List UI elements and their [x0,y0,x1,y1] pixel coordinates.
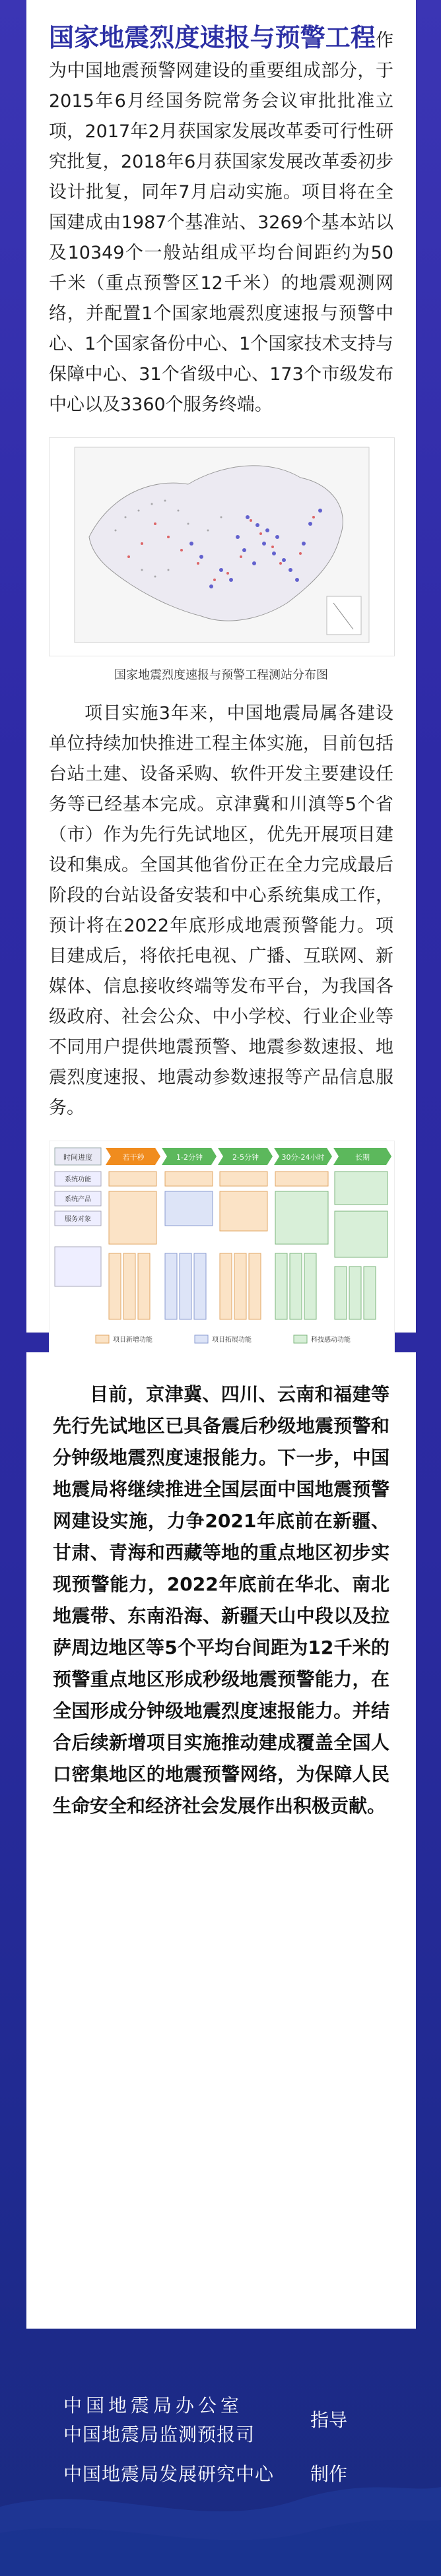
credit-org-3: 中国地震局发展研究中心 [63,2463,275,2485]
diagram-stage-3: 2-5分钟 [232,1153,259,1162]
map-caption: 国家地震烈度速报与预警工程测站分布图 [114,668,328,682]
row-label-2: 系统产品 [65,1196,91,1203]
diagram-illustration [50,1141,394,1359]
intro-body: 作为中国地震预警网建设的重要组成部分，于2015年6月经国务院常务会议审批批准立项，2017年2月获国家发展改革委可行性研究批复，2018年6月获国家发展改革委初步设计批复，同年7月启动实施。项目将在全国建成由1987个基准站、3269个基本站以及10349个一般站组成平均台间距约为50千米（重点预警区12千米）的地震观测网络，并配置1个国家地震烈度速报与预警中心、1个国家备份中心、1个国家技术支持与保障中心、31个省级中心、173个市级发布中心以及3360个服务终端。 [49,30,393,415]
outlook-paragraph: 目前，京津冀、四川、云南和福建等先行先试地区已具备震后秒级地震预警和分钟级地震烈度速报能力。下一步，中国地震局将继续推进全国层面中国地震预警网建设实施，力争2021年底前在新疆、甘肃、青海和西藏等地的重点地区初步实现预警能力，2022年底前在华北、南北地震带、东南沿海、新疆天山中段以及拉萨周边地区等5个平均台间距为12千米的预警重点地区形成秒级地震预警能力，在全国形成分钟级地震烈度速报能力。并结合后续新增项目实施推动建成覆盖全国人口密集地区的地震预警网络，为保障人民生命安全和经济社会发展作出积极贡献。 [53,1383,390,1817]
function-target-diagram [49,1141,395,1360]
diagram-stage-4: 30分-24小时 [281,1153,325,1162]
intro-card [26,0,416,1344]
progress-paragraph: 项目实施3年来，中国地震局属各建设单位持续加快推进工程主体实施，目前包括台站土建、设备采购、软件开发主要建设任务等已经基本完成。京津冀和川滇等5个省（市）作为先行先试地区，优先开展项目建设和集成。全国其他省份正在全力完成最后阶段的台站设备安装和中心系统集成工作，预计将在2022年底形成地震预警能力。项目建成后，将依托电视、广播、互联网、新媒体、信息接收终端等发布平台，为我国各级政府、社会公众、中小学校、行业企业等不同用户提供地震预警、地震参数速报、地震烈度速报、地震动参数速报等产品信息服务。 [49,703,393,1118]
station-distribution-map [49,437,395,656]
intro-paragraph [49,22,393,420]
diagram-stage-5: 长期 [355,1153,370,1162]
diagram-stage-2: 1-2分钟 [176,1153,203,1162]
legend-3: 科技感动功能 [311,1336,351,1344]
project-title: 国家地震烈度速报与预警工程 [49,23,376,52]
diagram-label-time: 时间进度 [63,1153,92,1162]
credit-guide-label: 指导 [310,2409,348,2431]
legend-1: 项目新增功能 [113,1336,153,1344]
row-label-1: 系统功能 [65,1176,91,1183]
row-label-3: 服务对象 [65,1216,91,1223]
diagram-stage-1: 若干秒 [122,1153,145,1162]
map-illustration [50,438,394,656]
outlook-card [26,1352,416,2329]
credit-make-label: 制作 [310,2463,348,2485]
credit-org-2: 中国地震局监测预报司 [63,2424,255,2445]
credit-org-1: 中国地震局办公室 [63,2395,244,2416]
legend-2: 项目拓展功能 [212,1336,252,1344]
footer [0,2365,441,2576]
